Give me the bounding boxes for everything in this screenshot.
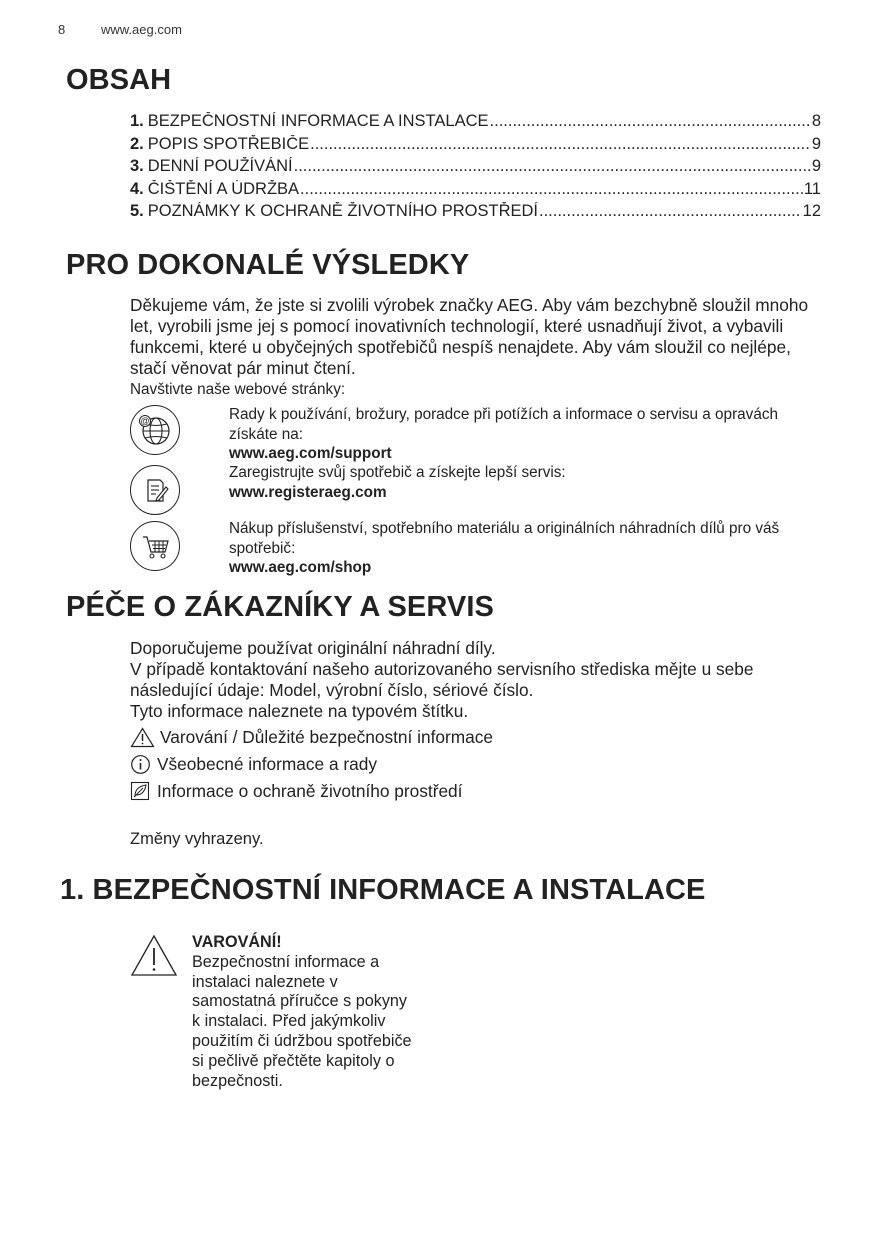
- results-title: PRO DOKONALÉ VÝSLEDKY: [66, 249, 470, 281]
- shop-link-text: [229, 519, 819, 578]
- toc-item-label: BEZPEČNOSTNÍ INFORMACE A INSTALACE: [147, 112, 489, 130]
- legend-environment: [130, 781, 462, 802]
- toc-leader: [490, 112, 811, 131]
- support-url[interactable]: www.aeg.com/support: [229, 445, 392, 462]
- svg-text:@: @: [140, 416, 150, 426]
- legend-warning: [130, 727, 493, 748]
- legend-environment-label: Informace o ochraně životního prostředí: [157, 781, 463, 801]
- toc-item-page: 12: [802, 202, 821, 220]
- results-intro: Děkujeme vám, že jste si zvolili výrobek značky AEG. Aby vám bezchybně sloužil mnoho let, vyrobili jsme jej s pomocí inovativních technologií, které usnadňují život, a vybavili funkcemi, které u obyčejných spotřebičů nespíš nenajdete. Aby vám sloužil co nejlépe, stačí věnovat pár minut čtení.: [130, 295, 809, 378]
- register-link-text: [229, 463, 819, 502]
- toc-item[interactable]: [130, 157, 821, 180]
- warning-icon: [130, 727, 155, 748]
- register-description: Zaregistrujte svůj spotřebič a získejte lepší servis:: [229, 464, 566, 481]
- toc-item-number: 3.: [130, 157, 144, 175]
- toc-item-page: 9: [811, 157, 821, 175]
- warning-icon: [130, 934, 178, 978]
- results-intro-block: [130, 295, 820, 400]
- shop-url[interactable]: www.aeg.com/shop: [229, 559, 372, 576]
- care-title: PÉČE O ZÁKAZNÍKY A SERVIS: [66, 591, 494, 623]
- care-line: Tyto informace naleznete na typovém štítku.: [130, 701, 469, 721]
- table-of-contents: [130, 112, 821, 225]
- toc-item[interactable]: [130, 135, 821, 158]
- toc-item-page: 9: [811, 134, 821, 153]
- page-number: 8: [58, 22, 66, 37]
- register-url[interactable]: www.registeraeg.com: [229, 483, 387, 501]
- support-description: Rady k používání, brožury, poradce při potížích a informace o servisu a opravách získáte na:: [229, 406, 778, 443]
- toc-item-number: 5.: [130, 202, 144, 220]
- toc-item[interactable]: [130, 202, 821, 225]
- changes-note: Změny vyhrazeny.: [130, 830, 264, 848]
- care-line: V případě kontaktování našeho autorizovaného servisního střediska mějte u sebe následující údaje: Model, výrobní číslo, sériové číslo.: [130, 659, 754, 700]
- legend-info-label: Všeobecné informace a rady: [157, 754, 377, 774]
- warning-text: Bezpečnostní informace a instalaci naleznete v samostatná příručce s pokyny k instalaci. Před jakýmkoliv použitím či údržbou spotřebiče si pečlivě přečtěte kapitoly o bezpečnosti.: [192, 952, 412, 1090]
- toc-leader: [294, 157, 811, 176]
- cart-icon: [130, 521, 180, 571]
- toc-item[interactable]: [130, 112, 821, 135]
- legend-warning-label: Varování / Důležité bezpečnostní informace: [160, 727, 494, 747]
- toc-item[interactable]: [130, 180, 821, 203]
- toc-title: OBSAH: [66, 64, 172, 96]
- toc-item-number: 4.: [130, 179, 144, 198]
- toc-leader: [300, 180, 803, 199]
- toc-item-page: 8: [811, 112, 821, 130]
- site-url[interactable]: www.aeg.com: [101, 22, 182, 37]
- toc-leader: [310, 135, 811, 154]
- warning-text-block: [192, 933, 412, 1091]
- shop-description: Nákup příslušenství, spotřebního materiálu a originálních náhradních dílů pro váš spotřebič:: [229, 520, 780, 557]
- toc-item-number: 1.: [130, 112, 144, 130]
- toc-leader: [539, 202, 802, 221]
- toc-item-page: 11: [803, 179, 821, 198]
- safety-title: 1. BEZPEČNOSTNÍ INFORMACE A INSTALACE: [60, 874, 706, 906]
- leaf-icon: [130, 781, 152, 802]
- register-icon: [130, 465, 180, 515]
- legend-info: [130, 754, 377, 775]
- results-visit: Navštivte naše webové stránky:: [130, 381, 346, 398]
- toc-item-label: ČIŠTĚNÍ A ÚDRŽBA: [147, 179, 300, 198]
- toc-item-number: 2.: [130, 134, 144, 153]
- info-icon: [130, 754, 152, 775]
- globe-icon: [130, 405, 180, 455]
- support-link-text: [229, 405, 819, 464]
- toc-item-label: DENNÍ POUŽÍVÁNÍ: [147, 157, 293, 175]
- care-text: [130, 638, 820, 722]
- care-line: Doporučujeme používat originální náhradní díly.: [130, 638, 496, 658]
- toc-item-label: POPIS SPOTŘEBIČE: [147, 134, 310, 153]
- toc-item-label: POZNÁMKY K OCHRANĚ ŽIVOTNÍHO PROSTŘEDÍ: [147, 202, 539, 220]
- warning-title: VAROVÁNÍ!: [192, 933, 282, 951]
